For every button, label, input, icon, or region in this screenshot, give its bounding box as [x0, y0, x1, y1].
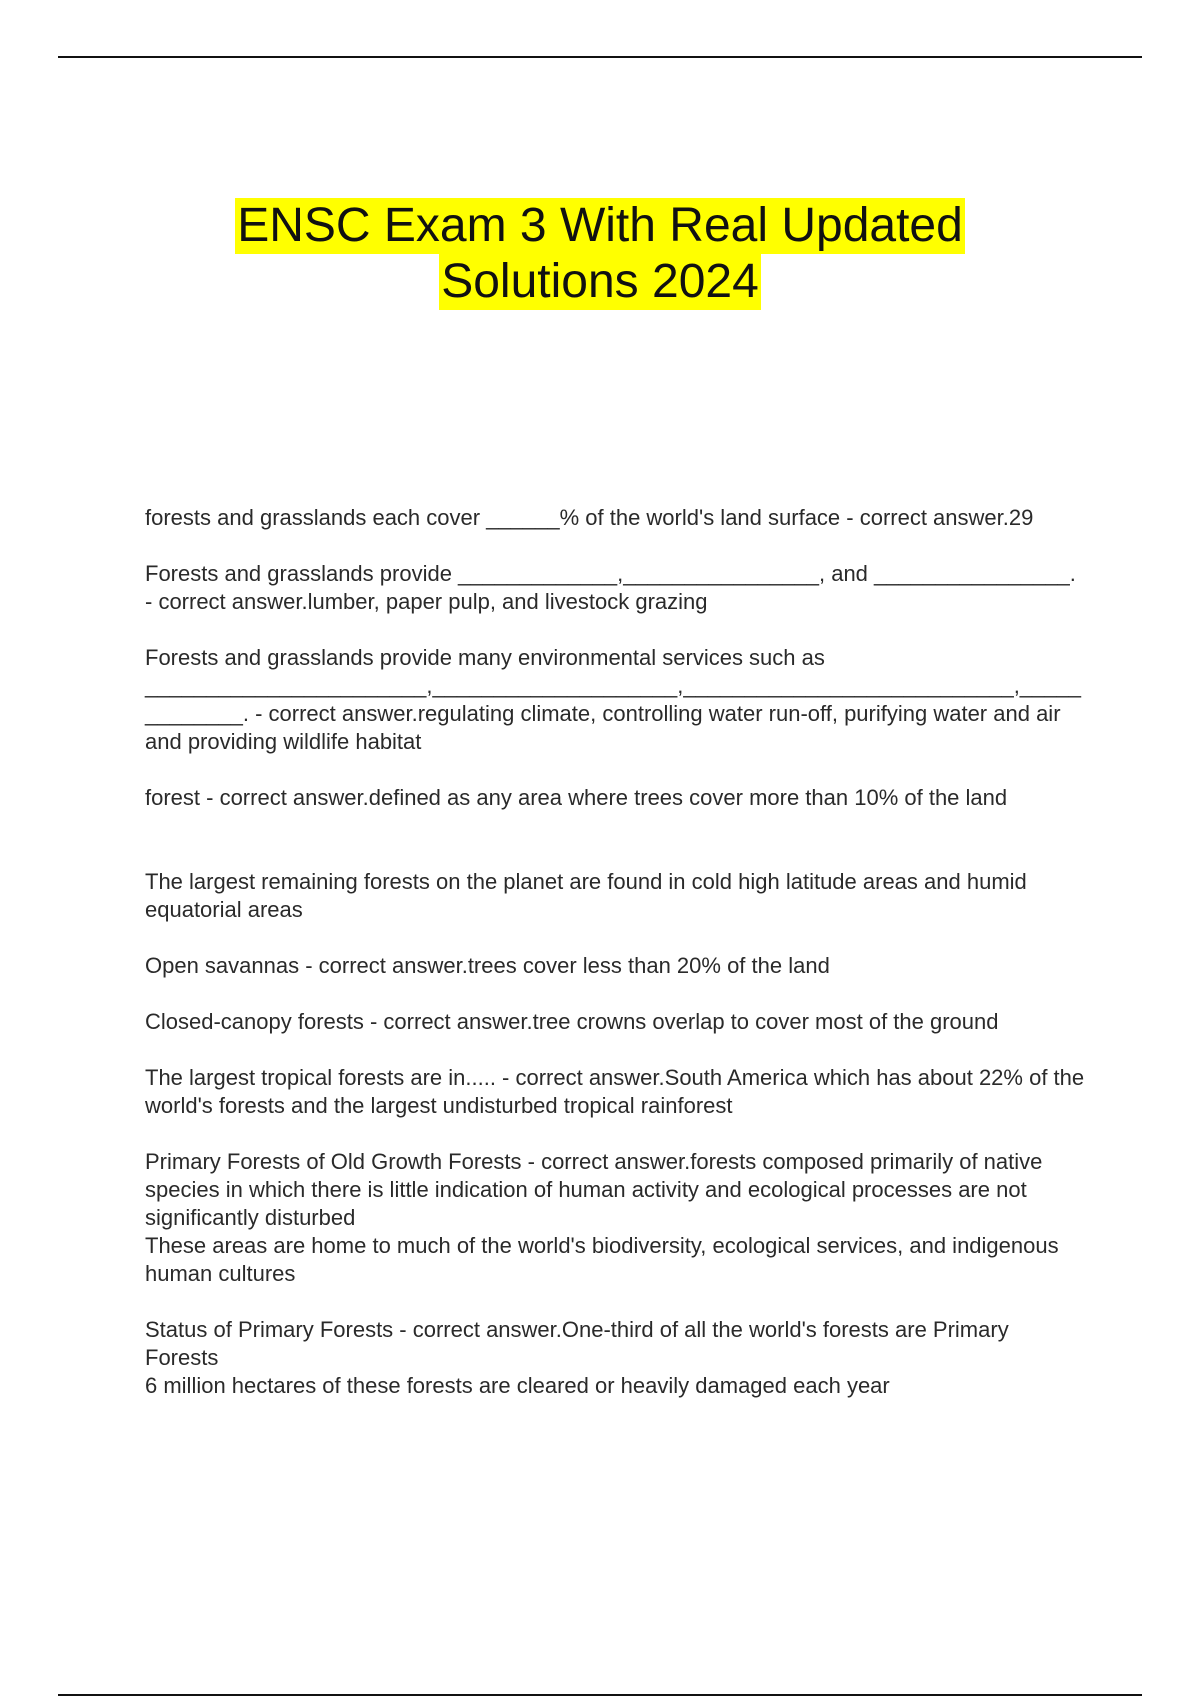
bottom-rule [58, 1694, 1142, 1696]
title-line-1: ENSC Exam 3 With Real Updated [237, 199, 963, 252]
question-item-7: Closed-canopy forests - correct answer.tree crowns overlap to cover most of the ground [145, 1009, 999, 1034]
question-item-8: The largest tropical forests are in..... - correct answer.South America which has about 22% of the world's forests and the largest undisturbed tropical rainforest [145, 1065, 1091, 1118]
question-item-6: Open savannas - correct answer.trees cover less than 20% of the land [145, 953, 830, 978]
top-rule [58, 56, 1142, 58]
question-item-9: Primary Forests of Old Growth Forests - correct answer.forests composed primarily of native species in which there is little indication of human activity and ecological processes are not significantly disturbed These areas are home to much of the world's biodiversity, ecological services, and indigenous human cultures [145, 1149, 1059, 1286]
question-item-10: Status of Primary Forests - correct answer.One-third of all the world's forests are Primary Forests 6 million hectares of these forests are cleared or heavily damaged each year [145, 1317, 1009, 1398]
title-line-2: Solutions 2024 [441, 255, 759, 308]
question-item-1: forests and grasslands each cover ______% of the world's land surface - correct answer.29 [145, 505, 1034, 530]
question-item-5: The largest remaining forests on the planet are found in cold high latitude areas and humid equatorial areas [145, 869, 1033, 922]
question-item-2: Forests and grasslands provide _____________,________________, and ________________. - correct answer.lumber, paper pulp, and livestock grazing [145, 561, 1083, 614]
question-item-4: forest - correct answer.defined as any area where trees cover more than 10% of the land [145, 785, 1008, 810]
question-item-3: Forests and grasslands provide many environmental services such as _______________________,____________________,___________________________,_____________. - correct answer.regulating climate, controlling water run-off, purifying water and air and providing wildlife habitat [145, 645, 1081, 754]
question-list [145, 504, 1091, 1428]
document-title [0, 198, 1200, 310]
